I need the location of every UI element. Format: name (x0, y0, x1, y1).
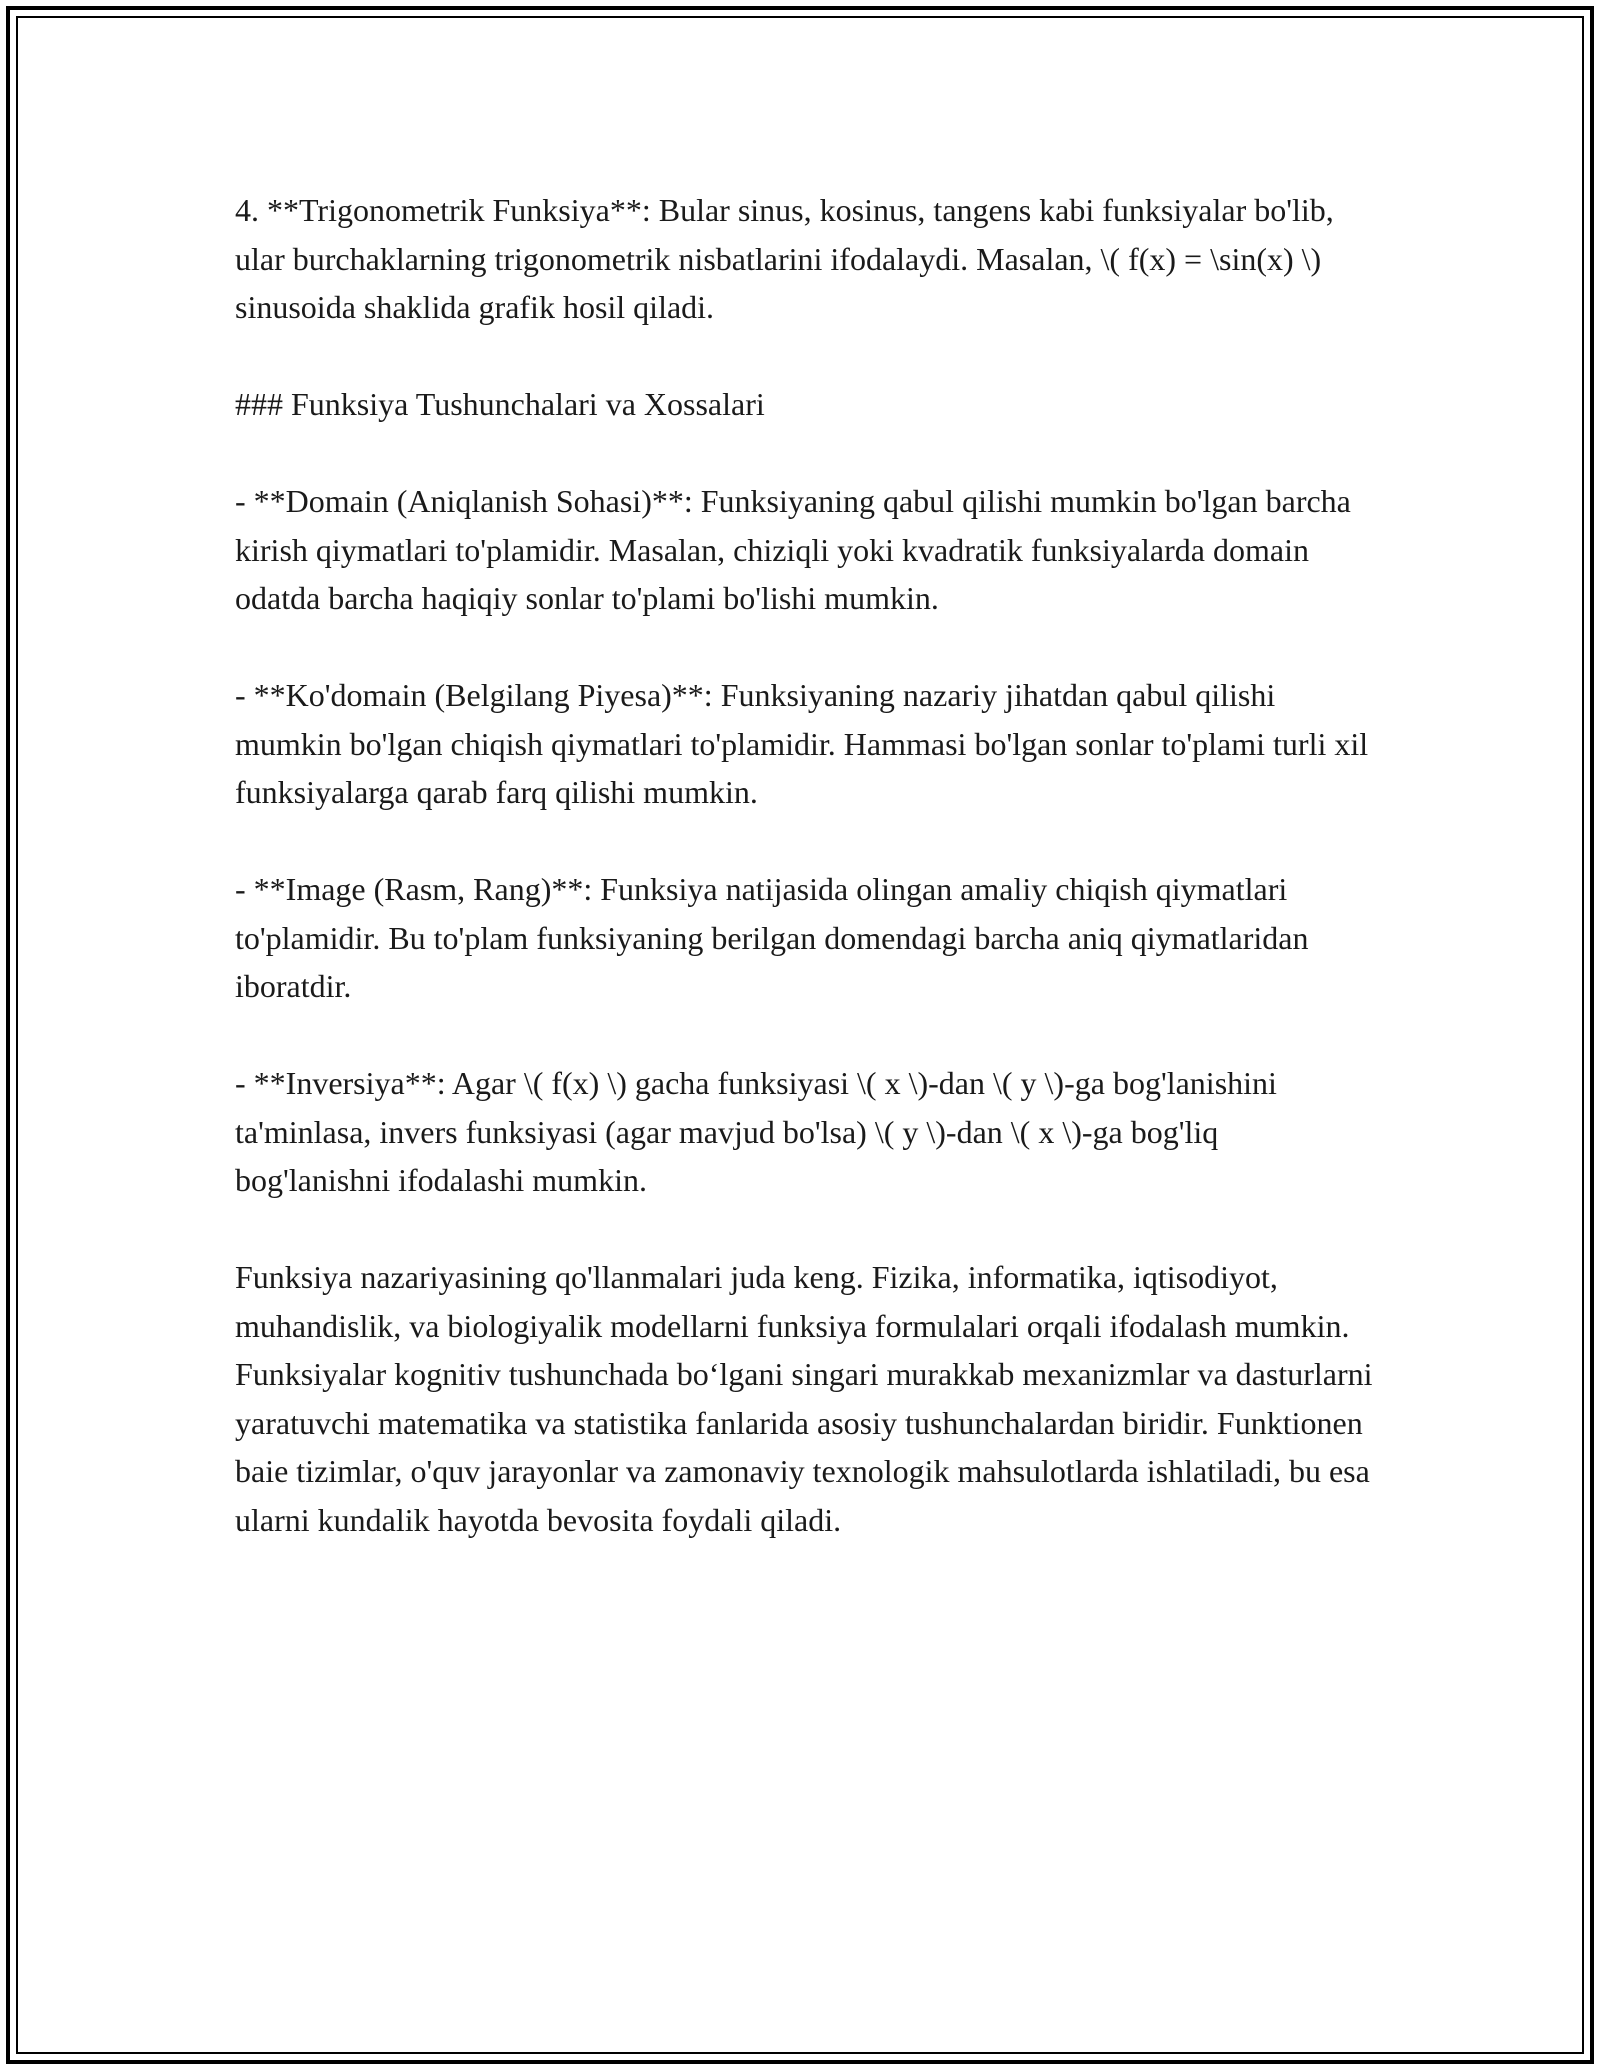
paragraph-image: - **Image (Rasm, Rang)**: Funksiya natijasida olingan amaliy chiqish qiymatlari to'plamidir. Bu to'plam funksiyaning berilgan domendagi barcha aniq qiymatlaridan iboratdir. (235, 871, 1309, 1004)
paragraph-applications: Funksiya nazariyasining qo'llanmalari juda keng. Fizika, informatika, iqtisodiyot, muhandislik, va biologiyalik modellarni funksiya formulalari orqali ifodalash mumkin. Funksiyalar kognitiv tushunchada bo‘lgani singari murakkab mexanizmlar va dasturlarni yaratuvchi matematika va statistika fanlarida asosiy tushunchalardan biridir. Funktionen baie tizimlar, o'quv jarayonlar va zamonaviy texnologik mahsulotlarda ishlatiladi, bu esa ularni kundalik hayotda bevosita foydali qiladi. (235, 1259, 1373, 1538)
paragraph-inverse: - **Inversiya**: Agar \( f(x) \) gacha funksiyasi \( x \)-dan \( y \)-ga bog'lanishini ta'minlasa, invers funksiyasi (agar mavjud bo'lsa) \( y \)-dan \( x \)-ga bog'liq bog'lanishni ifodalashi mumkin. (235, 1065, 1277, 1198)
paragraph-codomain: - **Ko'domain (Belgilang Piyesa)**: Funksiyaning nazariy jihatdan qabul qilishi mumkin bo'lgan chiqish qiymatlari to'plamidir. Hammasi bo'lgan sonlar to'plami turli xil funksiyalarga qarab farq qilishi mumkin. (235, 677, 1369, 810)
section-heading: ### Funksiya Tushunchalari va Xossalari (235, 386, 765, 422)
paragraph-domain: - **Domain (Aniqlanish Sohasi)**: Funksiyaning qabul qilishi mumkin bo'lgan barcha kirish qiymatlari to'plamidir. Masalan, chiziqli yoki kvadratik funksiyalarda domain odatda barcha haqiqiy sonlar to'plami bo'lishi mumkin. (235, 483, 1351, 616)
document-body (235, 186, 1375, 1593)
paragraph-trigonometric-function: 4. **Trigonometrik Funksiya**: Bular sinus, kosinus, tangens kabi funksiyalar bo'lib, ular burchaklarning trigonometrik nisbatlarini ifodalaydi. Masalan, \( f(x) = \sin(x) \) sinusoida shaklida grafik hosil qiladi. (235, 192, 1334, 325)
